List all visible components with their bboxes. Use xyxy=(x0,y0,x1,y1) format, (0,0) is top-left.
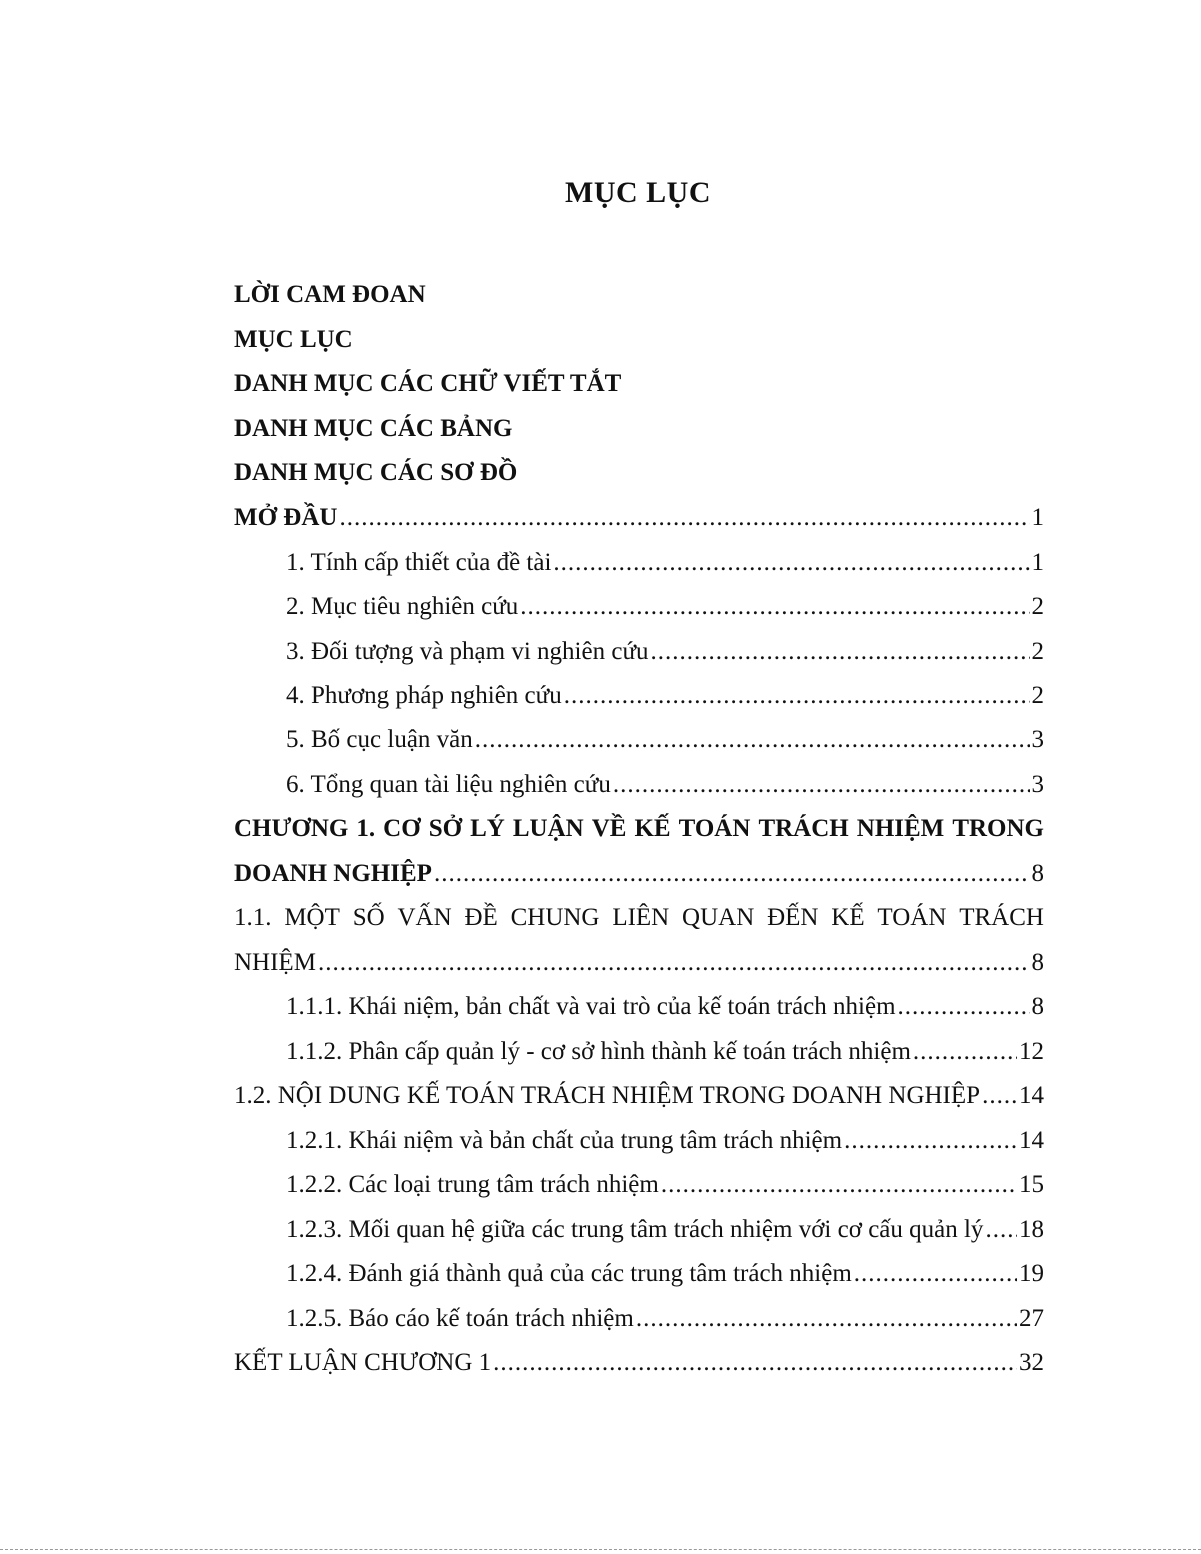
toc-page-number: 2 xyxy=(1031,638,1044,665)
toc-entry xyxy=(286,768,1044,802)
toc-page-number: 18 xyxy=(1019,1216,1044,1243)
word: VẤN xyxy=(397,904,452,931)
toc-page-number: 3 xyxy=(1031,726,1044,753)
toc-entry-label: MỤC LỤC xyxy=(234,326,353,353)
leader-dots xyxy=(318,946,1030,980)
leader-dots xyxy=(661,1168,1017,1202)
toc-entry-section-1-1-line2 xyxy=(234,946,1044,980)
toc-page-number: 1 xyxy=(1031,549,1044,576)
toc-page-number: 2 xyxy=(1031,593,1044,620)
word: SỐ xyxy=(352,904,385,931)
toc-entry-label: LỜI CAM ĐOAN xyxy=(234,281,426,308)
toc-page-number: 1 xyxy=(1031,504,1044,531)
toc-entry-label: DANH MỤC CÁC SƠ ĐỒ xyxy=(234,459,518,486)
toc-page-number: 32 xyxy=(1019,1349,1044,1376)
leader-dots xyxy=(844,1124,1017,1158)
toc-entry-label: 6. Tổng quan tài liệu nghiên cứu xyxy=(286,771,611,798)
toc-entry-danh-muc-so-do xyxy=(234,456,517,490)
toc-entry xyxy=(286,679,1044,713)
toc-page-number: 8 xyxy=(1031,993,1044,1020)
toc-page-number: 3 xyxy=(1031,771,1044,798)
toc-entry-loi-cam-doan xyxy=(234,278,426,312)
toc-entry xyxy=(286,1035,1044,1069)
word: NHIỆM xyxy=(856,815,945,842)
toc-entry-section-1-1-line1 xyxy=(234,901,1044,935)
toc-entry-chapter-1-line2 xyxy=(234,857,1044,891)
toc-entry-label: DANH MỤC CÁC BẢNG xyxy=(234,415,513,442)
word: ĐỀ xyxy=(464,904,498,931)
toc-page-number: 14 xyxy=(1019,1082,1044,1109)
toc-page-number: 12 xyxy=(1019,1038,1044,1065)
toc-entry xyxy=(286,990,1044,1024)
toc-entry xyxy=(286,1213,1044,1247)
leader-dots xyxy=(898,990,1030,1024)
word: ĐẾN xyxy=(767,904,819,931)
leader-dots xyxy=(854,1257,1017,1291)
word: LIÊN xyxy=(612,904,670,931)
toc-entry-label: MỞ ĐẦU xyxy=(234,504,338,531)
toc-entry xyxy=(286,723,1044,757)
toc-entry-danh-muc-chu-viet-tat xyxy=(234,367,621,401)
leader-dots xyxy=(985,1213,1017,1247)
toc-entry-label: 1.1.2. Phân cấp quản lý - cơ sở hình thành kế toán trách nhiệm xyxy=(286,1038,911,1065)
leader-dots xyxy=(434,857,1030,891)
toc-entry xyxy=(286,1124,1044,1158)
toc-entry-label: DOANH NGHIỆP xyxy=(234,860,432,887)
toc-page-number: 27 xyxy=(1019,1305,1044,1332)
toc-entry xyxy=(286,590,1044,624)
toc-entry-muc-luc xyxy=(234,323,353,357)
toc-entry-mo-dau xyxy=(234,501,1044,535)
toc-entry xyxy=(286,1257,1044,1291)
toc-entry-label: 2. Mục tiêu nghiên cứu xyxy=(286,593,519,620)
toc-entry-label: KẾT LUẬN CHƯƠNG 1 xyxy=(234,1349,492,1376)
toc-page-number: 2 xyxy=(1031,682,1044,709)
toc-entry-label: NHIỆM xyxy=(234,949,316,976)
leader-dots xyxy=(520,590,1029,624)
page-title: MỤC LỤC xyxy=(565,176,711,209)
toc-entry-label: 1.2.5. Báo cáo kế toán trách nhiệm xyxy=(286,1305,634,1332)
word: KẾ xyxy=(634,815,671,842)
toc-entry-label: DANH MỤC CÁC CHỮ VIẾT TẮT xyxy=(234,370,622,397)
word: LÝ xyxy=(470,815,505,842)
toc-page-number: 15 xyxy=(1019,1171,1044,1198)
leader-dots xyxy=(636,1302,1017,1336)
toc-entry xyxy=(286,1302,1044,1336)
toc-entry-ket-luan-chuong-1 xyxy=(234,1346,1044,1380)
toc-entry-label: 4. Phương pháp nghiên cứu xyxy=(286,682,562,709)
page-bottom-rule xyxy=(0,1549,1201,1550)
toc-entry xyxy=(286,546,1044,580)
leader-dots xyxy=(651,635,1030,669)
leader-dots xyxy=(493,1346,1017,1380)
word: CHƯƠNG xyxy=(234,815,349,842)
leader-dots xyxy=(553,546,1029,580)
toc-page-number: 19 xyxy=(1019,1260,1044,1287)
word: CHUNG xyxy=(510,904,600,931)
word: KẾ xyxy=(831,904,865,931)
leader-dots xyxy=(475,723,1030,757)
toc-entry-label: 1.2. NỘI DUNG KẾ TOÁN TRÁCH NHIỆM TRONG DOANH NGHIỆP xyxy=(234,1082,981,1109)
leader-dots xyxy=(982,1079,1017,1113)
word: QUAN xyxy=(682,904,755,931)
toc-page-number: 8 xyxy=(1031,949,1044,976)
toc-entry-label: 1.2.1. Khái niệm và bản chất của trung tâm trách nhiệm xyxy=(286,1127,843,1154)
toc-entry xyxy=(286,1168,1044,1202)
toc-entry xyxy=(286,635,1044,669)
word: LUẬN xyxy=(512,815,584,842)
leader-dots xyxy=(913,1035,1017,1069)
toc-entry-chapter-1-line1 xyxy=(234,812,1044,846)
word: TRONG xyxy=(952,815,1044,842)
word: TRÁCH xyxy=(959,904,1044,931)
toc-entry-label: 1. Tính cấp thiết của đề tài xyxy=(286,549,552,576)
toc-entry-label: 1.1.1. Khái niệm, bản chất và vai trò của kế toán trách nhiệm xyxy=(286,993,896,1020)
word: TOÁN xyxy=(678,815,751,842)
word: VỀ xyxy=(591,815,627,842)
toc-page-number: 8 xyxy=(1031,860,1044,887)
toc-entry-label: 1.2.3. Mối quan hệ giữa các trung tâm trách nhiệm với cơ cấu quản lý xyxy=(286,1216,984,1243)
word: 1.1. xyxy=(234,904,272,931)
word: 1. xyxy=(356,815,376,842)
word: MỘT xyxy=(284,904,340,931)
leader-dots xyxy=(613,768,1030,802)
toc-entry-section-1-2 xyxy=(234,1079,1044,1113)
toc-entry-label: 3. Đối tượng và phạm vi nghiên cứu xyxy=(286,638,649,665)
word: TRÁCH xyxy=(758,815,849,842)
leader-dots xyxy=(339,501,1029,535)
word: TOÁN xyxy=(877,904,947,931)
toc-entry-label: 5. Bố cục luận văn xyxy=(286,726,473,753)
toc-entry-label: 1.2.2. Các loại trung tâm trách nhiệm xyxy=(286,1171,659,1198)
word: SỞ xyxy=(428,815,463,842)
toc-entry-label: 1.2.4. Đánh giá thành quả của các trung tâm trách nhiệm xyxy=(286,1260,852,1287)
word: CƠ xyxy=(383,815,421,842)
toc-entry-danh-muc-bang xyxy=(234,412,512,446)
leader-dots xyxy=(564,679,1030,713)
toc-page-number: 14 xyxy=(1019,1127,1044,1154)
